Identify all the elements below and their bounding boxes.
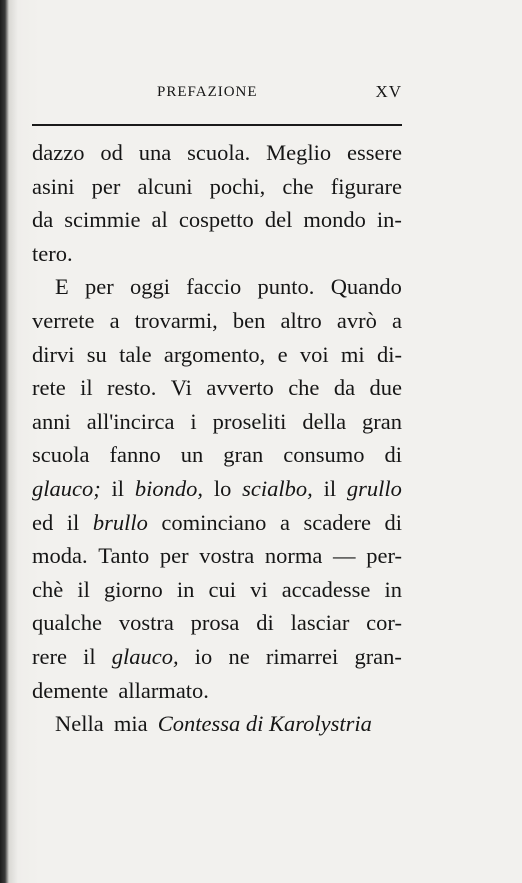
word: od	[100, 140, 123, 165]
word: demente	[32, 677, 109, 703]
text-line	[32, 438, 402, 472]
word: mondo	[303, 207, 366, 233]
word: ed	[32, 509, 54, 535]
word: oggi	[130, 274, 171, 300]
word: tero.	[32, 240, 73, 266]
word: e	[277, 341, 288, 367]
word: anni	[32, 408, 71, 434]
body-text	[32, 136, 402, 741]
word: grullo	[346, 475, 402, 501]
word: scadere	[303, 509, 371, 535]
word: moda.	[32, 543, 88, 569]
word: punto.	[257, 274, 315, 300]
word: Tanto	[98, 543, 150, 569]
word: il	[77, 576, 90, 602]
text-line	[32, 270, 402, 304]
word: che	[288, 375, 320, 401]
text-line	[32, 170, 402, 204]
word: il	[111, 475, 125, 501]
word: da	[32, 207, 54, 233]
word: trovarmi,	[134, 307, 218, 333]
word: di	[384, 509, 402, 535]
word: proseliti	[212, 408, 287, 434]
text-line	[32, 136, 402, 170]
word: il	[80, 375, 93, 401]
word: consumo	[283, 442, 365, 468]
word: argomento,	[163, 341, 266, 367]
word: cominciano	[161, 509, 267, 535]
word: accadesse	[281, 576, 371, 602]
word: altro	[280, 307, 322, 333]
word: i	[190, 408, 197, 434]
word: il	[83, 643, 96, 669]
word: essere	[347, 140, 402, 165]
word: Vi	[170, 375, 192, 401]
word: glauco;	[32, 475, 101, 501]
word: brullo	[92, 509, 148, 535]
word: io	[194, 643, 213, 669]
word: per-	[366, 543, 402, 569]
word: faccio	[186, 274, 242, 300]
word: dirvi	[32, 341, 75, 367]
word: per	[85, 274, 114, 300]
word: biondo,	[134, 475, 204, 501]
word: asini	[32, 173, 75, 199]
word: gran-	[354, 643, 402, 669]
word: verrete	[32, 307, 95, 333]
word: —	[333, 543, 356, 569]
word: scimmie	[64, 207, 141, 233]
word: Contessa di Karolystria	[157, 711, 372, 737]
word: a	[391, 307, 402, 333]
word: scuola.	[187, 140, 251, 165]
word: gran	[362, 408, 402, 434]
text-line	[32, 674, 402, 708]
word: prosa	[190, 610, 240, 636]
word: avrò	[336, 307, 377, 333]
word: al	[151, 207, 168, 233]
word: voi	[299, 341, 329, 367]
text-line	[32, 606, 402, 640]
word: un	[180, 442, 204, 468]
word: mi	[340, 341, 365, 367]
word: di	[384, 442, 402, 468]
word: pochi,	[209, 173, 266, 199]
word: chè	[32, 576, 64, 602]
text-line	[32, 539, 402, 573]
word: tale	[119, 341, 152, 367]
word: E	[55, 274, 69, 300]
word: norma	[264, 543, 323, 569]
word: mia	[113, 711, 148, 737]
word: del	[264, 207, 293, 233]
text-line	[32, 640, 402, 674]
word: ben	[232, 307, 266, 333]
word: resto.	[107, 375, 157, 401]
word: figurare	[330, 173, 402, 199]
text-line	[32, 371, 402, 405]
word: per	[91, 173, 121, 199]
word: avverto	[206, 375, 274, 401]
word: giorno	[103, 576, 163, 602]
word: per	[159, 543, 189, 569]
word: alcuni	[137, 173, 193, 199]
word: cospetto	[178, 207, 254, 233]
word: una	[138, 140, 172, 165]
word: a	[279, 509, 290, 535]
word: fanno	[109, 442, 161, 468]
word: cor-	[366, 610, 402, 636]
word: rimarrei	[265, 643, 339, 669]
word: Meglio	[266, 140, 332, 165]
word: scuola	[32, 442, 90, 468]
word: dazzo	[32, 140, 85, 165]
word: lasciar	[290, 610, 350, 636]
text-line	[32, 203, 402, 237]
word: rere	[32, 643, 67, 669]
word: Quando	[330, 274, 402, 300]
word: da	[333, 375, 356, 401]
text-line	[32, 338, 402, 372]
text-line	[32, 405, 402, 439]
word: due	[369, 375, 402, 401]
word: in	[384, 576, 402, 602]
word: in	[176, 576, 195, 602]
word: vostra	[199, 543, 255, 569]
word: a	[109, 307, 120, 333]
word: cui	[208, 576, 236, 602]
word: il	[66, 509, 80, 535]
word: il	[323, 475, 337, 501]
word: su	[86, 341, 107, 367]
word: rete	[32, 375, 66, 401]
word: vi	[250, 576, 268, 602]
header-rule	[32, 124, 402, 126]
word: di	[256, 610, 274, 636]
page-number: XV	[375, 82, 402, 101]
word: che	[282, 173, 314, 199]
word: della	[302, 408, 347, 434]
word: qualche	[32, 610, 102, 636]
text-line	[32, 573, 402, 607]
word: ne	[228, 643, 250, 669]
word: glauco,	[111, 643, 179, 669]
text-line	[32, 237, 402, 271]
word: gran	[223, 442, 264, 468]
word: di-	[376, 341, 402, 367]
word: Nella	[55, 711, 104, 737]
text-line	[32, 707, 402, 741]
text-line	[32, 304, 402, 338]
word: allarmato.	[118, 677, 209, 703]
word: scialbo,	[242, 475, 313, 501]
word: all'incirca	[86, 408, 175, 434]
text-line	[32, 506, 402, 540]
word: in-	[376, 207, 402, 233]
word: lo	[213, 475, 232, 501]
page-header	[32, 84, 402, 108]
word: vostra	[118, 610, 174, 636]
text-line	[32, 472, 402, 506]
running-head: PREFAZIONE	[157, 84, 258, 100]
